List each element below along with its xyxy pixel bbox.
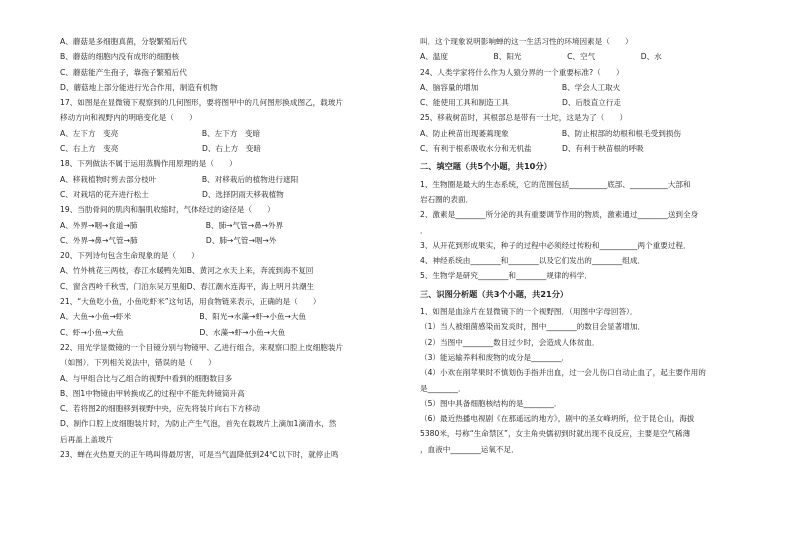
text-line: 岩石圈的表面． (420, 194, 474, 204)
text-line: 5380米，号称“生命禁区”，女主角央儒初到时就出现不良反应，主要是空气稀薄 (420, 429, 691, 439)
text-line: 5、生物学是研究________和________规律的科学． (420, 271, 592, 281)
text-line: （1）当人被细菌感染而发炎时，图中________的数目会显著增加． (420, 322, 646, 332)
text-line: A、大鱼→小鱼→虾米 B、阳光→水藻→虾→小鱼→大鱼 (60, 312, 307, 322)
text-line: C、若将图2的细胞移到视野中央，应先将装片向右下方移动 (60, 404, 260, 414)
text-line: 叫．这个现象说明影响蝉的这一生活习性的环境因素是（ ） (420, 37, 633, 46)
right-column (420, 34, 760, 457)
text-line: C、窗含西岭千秋雪，门泊东吴万里船D、春江潮水连海平，海上明月共潮生 (60, 281, 315, 291)
text-line: 3、从开花到形成果实，种子的过程中必须经过传粉和__________两个重要过程． (420, 240, 691, 250)
text-line: 移动方向和视野内的明暗变化是（ ） (60, 113, 197, 123)
text-line: 24、人类学家将什么作为人猿分界的一个重要标准?（ ） (420, 67, 624, 77)
text-line: ． (420, 225, 428, 235)
text-line: A、竹外桃花三两枝，春江水暖鸭先知B、黄河之水天上来，奔流到海不复回 (60, 266, 314, 276)
text-line: （如图）．下列相关说法中，错误的是（ ） (60, 358, 216, 368)
text-line: C、虾→小鱼→大鱼 D、水藻→虾→小鱼→大鱼 (60, 327, 286, 337)
text-line: A、蘑菇是多细胞真菌，分裂繁殖后代 (60, 37, 187, 46)
text-line: 23、蝉在火热夏天的正午鸣叫得最厉害，可是当气温降低到24℃以下时，就停止鸣 (60, 450, 339, 460)
text-line: 22、用光学显微镜的一个目镜分别与物镜甲、乙进行组合，来观察口腔上皮细胞装片 (60, 342, 344, 352)
text-line: C、对栽培的花卉进行松土 D、选择阴雨天移栽植物 (60, 189, 284, 199)
text-line: 20、下列诗句包含生命现象的是（ ） (60, 251, 199, 261)
text-line: ，血液中________运氧不足． (420, 444, 519, 454)
text-line: C、外界→鼻→气管→肺 D、肺→气管→咽→外 (60, 235, 277, 245)
text-line: B、蘑菇的细胞内没有成形的细胞核 (60, 52, 180, 62)
text-line: （5）图中具备细胞核结构的是________． (420, 398, 562, 408)
text-line: C、能使用工具和制造工具 D、后肢直立行走 (420, 98, 621, 108)
text-line: A、与甲组合比与乙组合的视野中看到的细胞数目多 (60, 373, 233, 383)
text-line: C、右上方 变亮 D、右上方 变暗 (60, 144, 261, 154)
text-line: A、外界→咽→食道→肺 B、肺→气管→鼻→外界 (60, 220, 284, 230)
text-line: 后再盖上盖玻片 (60, 434, 114, 444)
text-line: 25、移栽树苗时，其根部总是带有一土坨，这是为了（ ） (420, 113, 628, 123)
text-line: B、图1中物镜由甲转换成乙的过程中不能先转镜筒升高 (60, 388, 245, 398)
text-line: A、移栽植物时剪去部分枝叶 B、对移栽后的植物进行遮阳 (60, 174, 299, 184)
text-line: D、蘑菇地上部分能进行光合作用，制造有机物 (60, 82, 218, 92)
text-line: （6）最近热播电视剧《在那遥远的地方》，剧中的圣女峰坍所，位于昆仑山，海拔 (420, 414, 695, 424)
text-line: A、温度 B、阳光 C、空气 D、水 (420, 52, 662, 62)
text-line: 是________． (420, 383, 466, 393)
text-line: A、防止秧苗出现萎蔫现象 B、防止根部的幼根和根毛受到损伤 (420, 128, 681, 138)
text-line: （3）能运输养料和废物的成分是________． (420, 352, 570, 362)
text-line: D、制作口腔上皮细胞装片时，为防止产生气泡，首先在载玻片上滴加1滴清水，然 (60, 419, 337, 429)
text-line: 17、如图是在显微镜下观察到的几何图形，要将图甲中的几何图形换成图乙，载玻片 (60, 98, 344, 108)
text-line: （2）当图中________数目过少时，会造成人体贫血． (420, 337, 600, 347)
text-line: 1、生物圈是最大的生态系统，它的范围包括__________底部、__________大部和 (420, 179, 691, 189)
text-line: A、脑容量的增加 B、学会人工取火 (420, 82, 621, 92)
text-line: 4、神经系统由________和________以及它们发出的________组成． (420, 256, 646, 266)
text-line: 18、下列做法不属于运用蒸腾作用原理的是（ ） (60, 159, 237, 169)
text-line: 2、激素是________所分泌的具有重要调节作用的物质，激素通过________送到全身 (420, 210, 699, 220)
left-column (60, 34, 400, 462)
text-line: （4）小欢在削苹果时不慎划伤手指并出血，过一会儿伤口自动止血了，起主要作用的 (420, 368, 706, 378)
text-line: A、左下方 变亮 B、左下方 变暗 (60, 128, 261, 138)
text-line: 19、当肋骨间的肌肉和膈肌收缩时，气体经过的途径是（ ） (60, 205, 275, 215)
section-heading: 二、填空题（共5个小题，共10分） (420, 161, 552, 172)
text-line: 1、如图是血涂片在显微镜下的一个视野图．（用图中字母回答）． (420, 307, 638, 317)
text-line: C、有利于根系吸收水分和无机盐 D、有利于秧苗根的呼吸 (420, 144, 644, 154)
text-line: C、蘑菇能产生孢子，靠孢子繁殖后代 (60, 67, 187, 77)
text-line: 21、“大鱼吃小鱼，小鱼吃虾米”这句话，用食物链来表示，正确的是（ ） (60, 297, 321, 307)
section-heading: 三、识图分析题（共3个小题，共21分） (420, 288, 569, 299)
